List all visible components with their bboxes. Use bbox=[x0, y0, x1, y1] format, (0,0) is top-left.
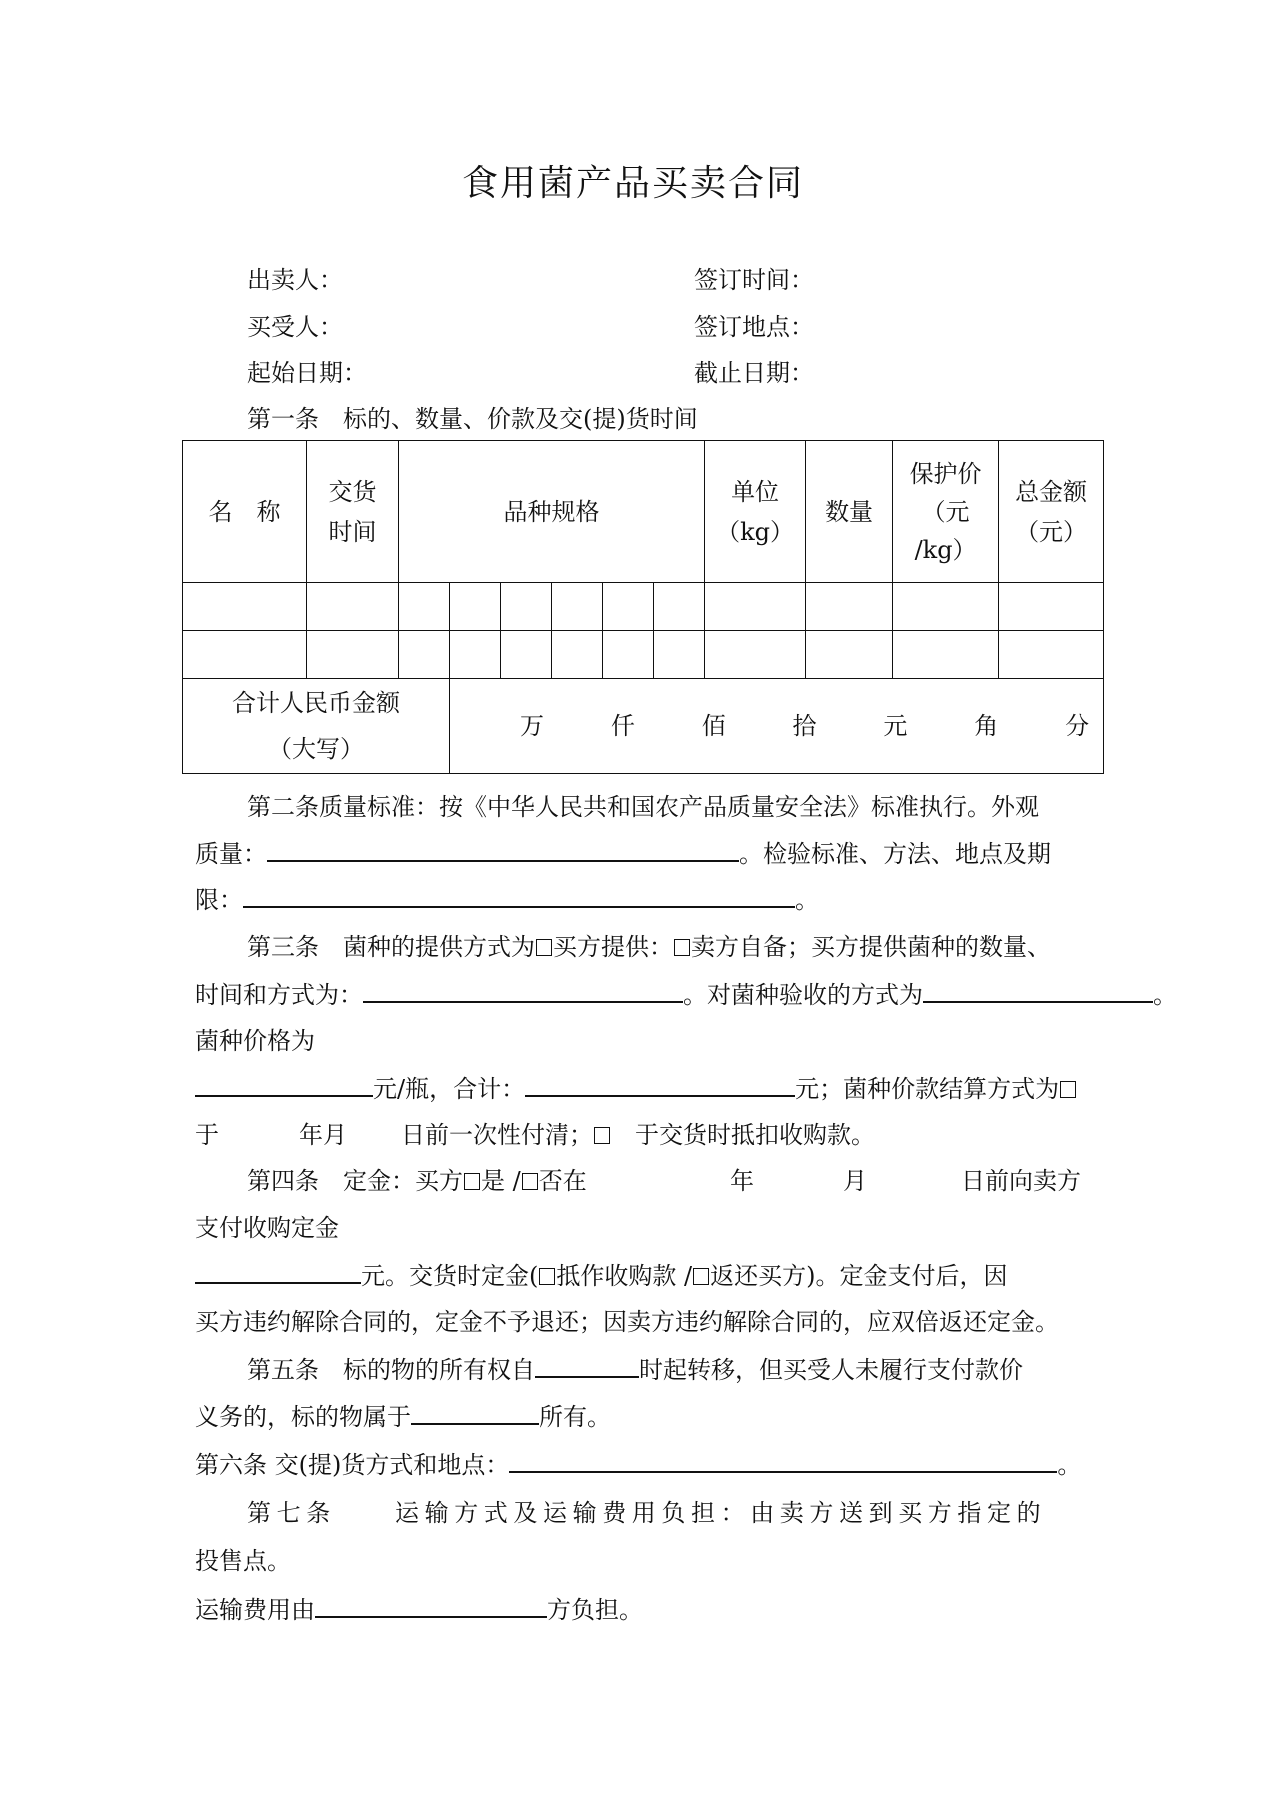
article-4-day: 日前向卖方 bbox=[961, 1167, 1081, 1195]
col-header-quantity: 数量 bbox=[806, 441, 893, 583]
contract-title: 食用菌产品买卖合同 bbox=[462, 163, 805, 204]
article-7-line-2: 投售点。 bbox=[195, 1547, 291, 1575]
inspection-period-blank[interactable] bbox=[243, 884, 795, 908]
transport-cost-party-blank[interactable] bbox=[315, 1594, 547, 1618]
article-5-line-2: 义务的，标的物属于 所有。 bbox=[195, 1403, 611, 1431]
table-cell[interactable] bbox=[501, 583, 552, 631]
amount-unit-shi: 拾 bbox=[792, 712, 817, 740]
table-cell[interactable] bbox=[806, 583, 893, 631]
amount-unit-yuan: 元 bbox=[883, 712, 908, 740]
table-row bbox=[183, 583, 1104, 631]
article-2-line-2: 质量： 。检验标准、方法、地点及期 bbox=[195, 840, 1051, 868]
table-header-row bbox=[183, 441, 1104, 583]
article-1-heading: 第一条 标的、数量、价款及交(提)货时间 bbox=[247, 405, 698, 433]
start-date-label: 起始日期： bbox=[247, 359, 367, 387]
article-4-year: 年 bbox=[730, 1167, 754, 1195]
table-cell[interactable] bbox=[806, 631, 893, 679]
checkbox-buyer-provides[interactable] bbox=[536, 939, 552, 956]
article-3-line-1: 第三条 菌种的提供方式为 买方提供： 卖方自备；买方提供菌种的数量、 bbox=[247, 933, 1051, 961]
article-3-line-4: 元/瓶，合计： 元；菌种价款结算方式为 bbox=[195, 1073, 1077, 1104]
amount-unit-bai: 佰 bbox=[701, 712, 726, 740]
table-total-row bbox=[183, 679, 1104, 774]
table-cell[interactable] bbox=[552, 631, 603, 679]
checkbox-deposit-no[interactable] bbox=[522, 1173, 538, 1190]
ownership-transfer-blank[interactable] bbox=[535, 1354, 639, 1378]
table-row bbox=[183, 631, 1104, 679]
amount-unit-qian: 仟 bbox=[610, 712, 635, 740]
deposit-amount-blank[interactable] bbox=[195, 1260, 361, 1284]
sign-time-label: 签订时间： bbox=[694, 266, 814, 294]
article-2-line-3: 限： 。 bbox=[195, 886, 819, 914]
article-6: 第六条 交(提)货方式和地点： 。 bbox=[195, 1451, 1082, 1479]
article-3-line-5: 于 年月 日前一次性付清； 于交货时抵扣收购款。 bbox=[195, 1121, 875, 1149]
spawn-unit-price-blank[interactable] bbox=[195, 1073, 373, 1097]
table-cell[interactable] bbox=[603, 583, 654, 631]
table-cell[interactable] bbox=[705, 583, 806, 631]
end-date-label: 截止日期： bbox=[694, 359, 814, 387]
goods-table bbox=[182, 440, 1104, 774]
spawn-supply-method-blank[interactable] bbox=[363, 979, 683, 1003]
seller-label: 出卖人： bbox=[247, 266, 343, 294]
checkbox-pay-once[interactable] bbox=[1060, 1081, 1076, 1098]
checkbox-deposit-return[interactable] bbox=[693, 1268, 709, 1285]
col-header-spec: 品种规格 bbox=[399, 441, 705, 583]
table-cell[interactable] bbox=[999, 583, 1104, 631]
total-amount-field[interactable] bbox=[450, 679, 1104, 774]
amount-unit-wan: 万 bbox=[520, 712, 544, 740]
amount-unit-fen: 分 bbox=[1065, 712, 1090, 740]
col-header-name: 名 称 bbox=[183, 441, 307, 583]
table-cell[interactable] bbox=[893, 631, 999, 679]
table-cell[interactable] bbox=[450, 631, 501, 679]
article-7-line-1: 第七条 运输方式及运输费用负担：由卖方送到买方指定的 bbox=[247, 1499, 1047, 1527]
table-cell[interactable] bbox=[552, 583, 603, 631]
table-cell[interactable] bbox=[603, 631, 654, 679]
checkbox-deposit-offset[interactable] bbox=[539, 1268, 555, 1285]
total-amount-label: 合计人民币金额 （大写） bbox=[183, 679, 450, 774]
col-header-total: 总金额 （元） bbox=[999, 441, 1104, 583]
col-header-delivery-time: 交货 时间 bbox=[307, 441, 399, 583]
table-cell[interactable] bbox=[450, 583, 501, 631]
spawn-acceptance-method-blank[interactable] bbox=[923, 979, 1153, 1003]
table-cell[interactable] bbox=[654, 583, 705, 631]
table-cell[interactable] bbox=[183, 583, 307, 631]
delivery-method-blank[interactable] bbox=[509, 1449, 1057, 1473]
article-4-line-3: 元。交货时定金( 抵作收购款 / 返还买方)。定金支付后，因 bbox=[195, 1260, 1007, 1291]
amount-unit-jiao: 角 bbox=[974, 712, 999, 740]
table-cell[interactable] bbox=[307, 583, 399, 631]
ownership-holder-blank[interactable] bbox=[411, 1401, 539, 1425]
table-cell[interactable] bbox=[893, 583, 999, 631]
article-3-line-3: 菌种价格为 bbox=[195, 1027, 315, 1055]
article-4-line-2: 支付收购定金 bbox=[195, 1214, 339, 1242]
table-cell[interactable] bbox=[705, 631, 806, 679]
table-cell[interactable] bbox=[399, 631, 450, 679]
article-2-line-1: 第二条质量标准：按《中华人民共和国农产品质量安全法》标准执行。外观 bbox=[247, 793, 1039, 821]
spawn-total-blank[interactable] bbox=[525, 1073, 795, 1097]
checkbox-deposit-yes[interactable] bbox=[464, 1173, 480, 1190]
article-3-line-2: 时间和方式为： 。对菌种验收的方式为 。 bbox=[195, 981, 1177, 1009]
appearance-quality-blank[interactable] bbox=[267, 838, 739, 862]
article-4-line-4: 买方违约解除合同的，定金不予退还；因卖方违约解除合同的，应双倍返还定金。 bbox=[195, 1308, 1059, 1336]
col-header-price: 保护价 （元 /kg） bbox=[893, 441, 999, 583]
article-5-line-1: 第五条 标的物的所有权自 时起转移，但买受人未履行支付款价 bbox=[247, 1356, 1023, 1384]
article-4-line-1: 第四条 定金：买方 是 / 否在 bbox=[247, 1167, 587, 1195]
table-cell[interactable] bbox=[999, 631, 1104, 679]
table-cell[interactable] bbox=[654, 631, 705, 679]
table-cell[interactable] bbox=[307, 631, 399, 679]
sign-place-label: 签订地点： bbox=[694, 313, 814, 341]
table-cell[interactable] bbox=[501, 631, 552, 679]
article-7-line-3: 运输费用由 方负担。 bbox=[195, 1596, 643, 1624]
table-cell[interactable] bbox=[183, 631, 307, 679]
checkbox-seller-provides[interactable] bbox=[674, 939, 690, 956]
checkbox-deduct-on-delivery[interactable] bbox=[594, 1127, 610, 1144]
article-4-month: 月 bbox=[843, 1167, 867, 1195]
buyer-label: 买受人： bbox=[247, 313, 343, 341]
table-cell[interactable] bbox=[399, 583, 450, 631]
col-header-unit: 单位 （kg） bbox=[705, 441, 806, 583]
